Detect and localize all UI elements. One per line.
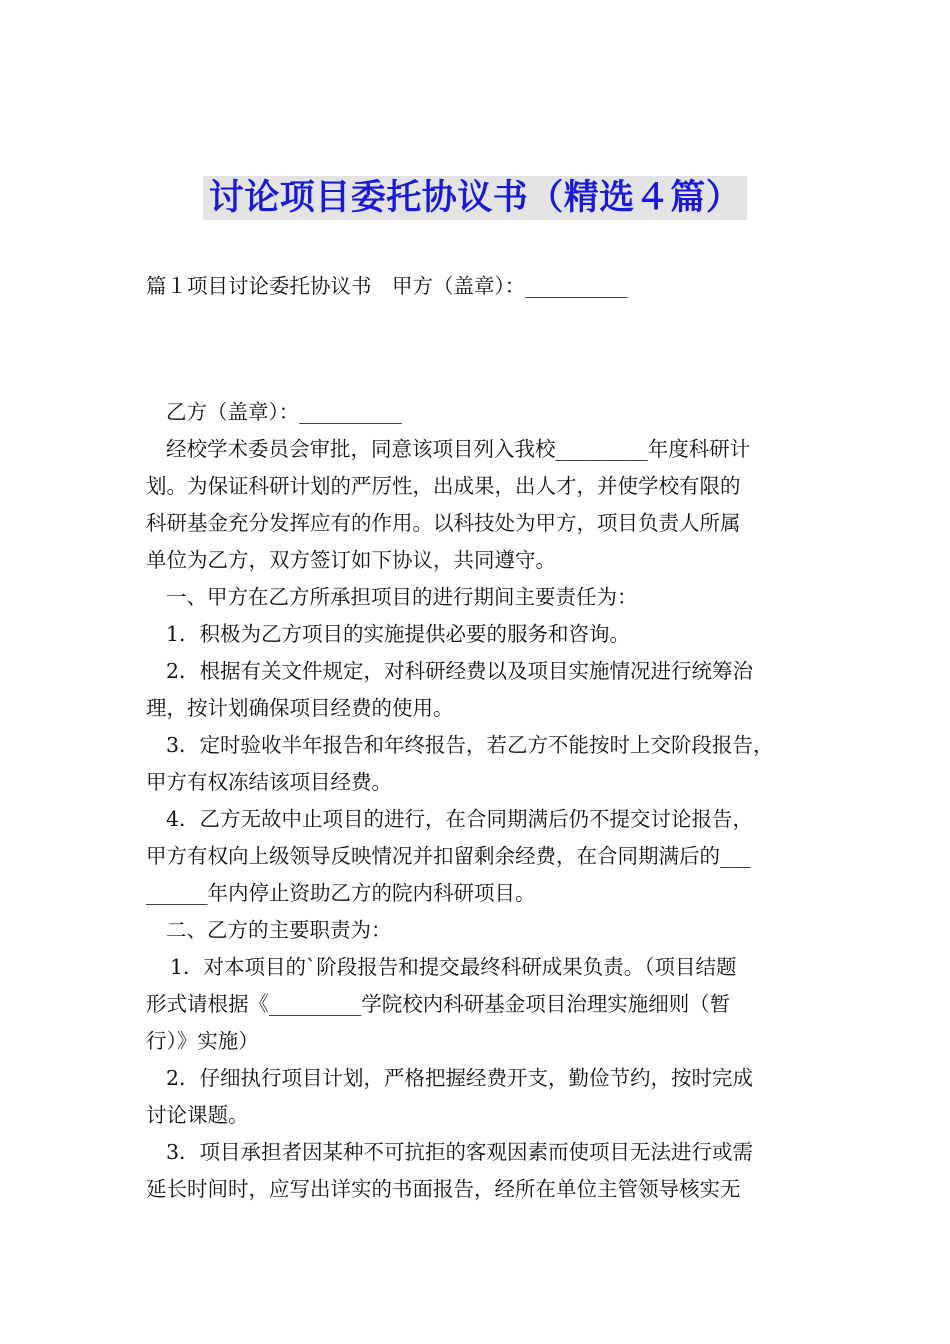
list-item: 2．仔细执行项目计划，严格把握经费开支，勤俭节约，按时完成 — [166, 1066, 754, 1090]
paragraph-line: 经校学术委员会审批，同意该项目列入我校_________年度科研计 — [166, 437, 751, 461]
paragraph-line: 单位为乙方，双方签订如下协议，共同遵守。 — [146, 548, 556, 572]
paragraph-line: 科研基金充分发挥应有的作用。以科技处为甲方，项目负责人所属 — [146, 511, 741, 535]
title-container — [0, 176, 950, 220]
spacer — [146, 305, 816, 394]
paragraph-line: 甲方有权冻结该项目经费。 — [146, 770, 392, 794]
paragraph-line: 篇１项目讨论委托协议书 甲方（盖章）：__________ — [146, 274, 628, 298]
paragraph-line: 理，按计划确保项目经费的使用。 — [146, 696, 454, 720]
list-item: 1．对本项目的`阶段报告和提交最终科研成果负责。（项目结题 — [170, 955, 737, 979]
paragraph-line: 划。为保证科研计划的严厉性，出成果，出人才，并使学校有限的 — [146, 474, 741, 498]
paragraph-line: 甲方有权向上级领导反映情况并扣留剩余经费，在合同期满后的___ — [146, 844, 751, 868]
section-heading: 二、乙方的主要职责为： — [166, 918, 392, 942]
paragraph-line: 乙方（盖章）：__________ — [166, 400, 402, 424]
paragraph-line: 延长时间时，应写出详实的书面报告，经所在单位主管领导核实无 — [146, 1177, 741, 1201]
list-item: 3．定时验收半年报告和年终报告，若乙方不能按时上交阶段报告， — [166, 733, 774, 757]
paragraph-line: ______年内停止资助乙方的院内科研项目。 — [146, 881, 536, 905]
paragraph-line: 行）》实施） — [146, 1029, 259, 1053]
section-heading: 一、甲方在乙方所承担项目的进行期间主要责任为： — [166, 585, 638, 609]
paragraph-line: 讨论课题。 — [146, 1103, 249, 1127]
document-title: 讨论项目委托协议书（精选４篇） — [203, 176, 748, 220]
document-body — [146, 268, 816, 1208]
list-item: 4．乙方无故中止项目的进行，在合同期满后仍不提交讨论报告， — [166, 807, 754, 831]
list-item: 3．项目承担者因某种不可抗拒的客观因素而使项目无法进行或需 — [166, 1140, 754, 1164]
list-item: 1．积极为乙方项目的实施提供必要的服务和咨询。 — [166, 622, 631, 646]
list-item: 2．根据有关文件规定，对科研经费以及项目实施情况进行统筹治 — [166, 659, 754, 683]
paragraph-line: 形式请根据《_________学院校内科研基金项目治理实施细则（暂 — [146, 992, 731, 1016]
